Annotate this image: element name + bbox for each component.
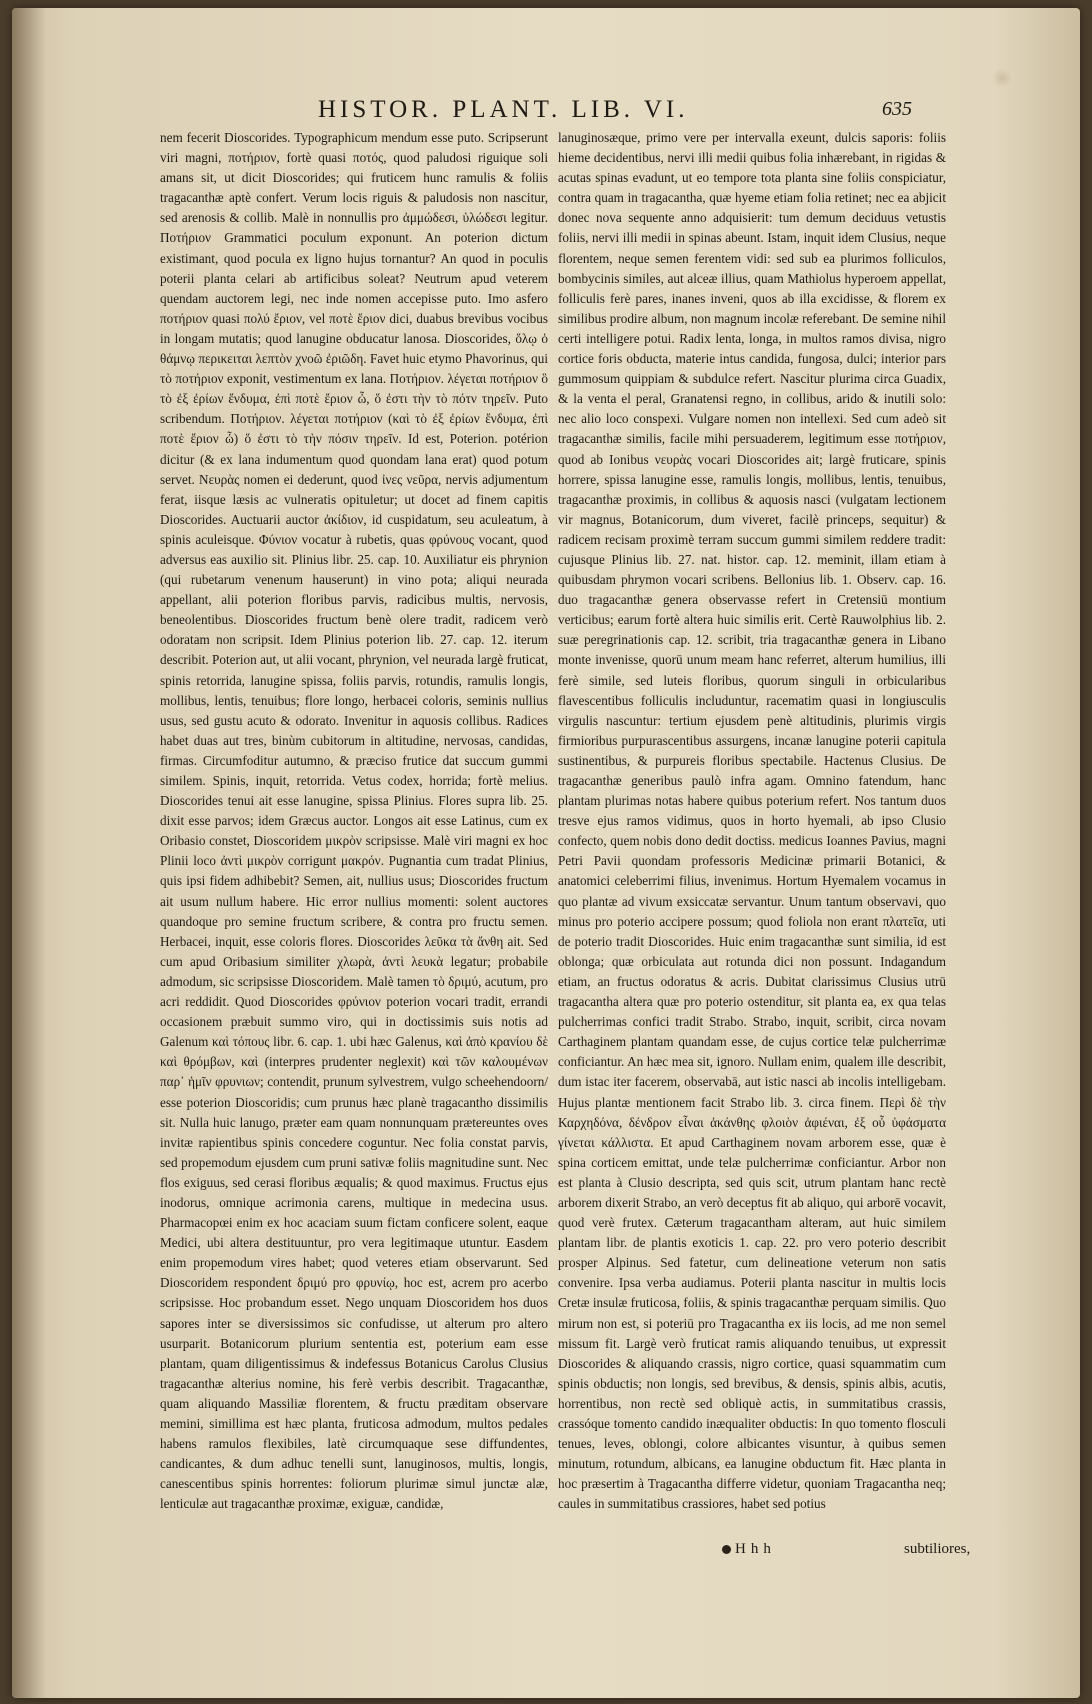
signature-text: Hhh [735,1541,776,1557]
page-number: 635 [882,98,912,120]
book-gutter [12,8,46,1698]
left-column-text: nem fecerit Dioscorides. Typographicum mendum esse puto. Scripserunt viri magni, ποτήριον, fortè quasi ποτός, quod paludosi riguique soli amans sit, ut dicit Dioscorides; qui fruticem hunc ramulis & foliis tragacanthæ aptè confert. Verum locis riguis & paludosis non nascitur, sed arenosis & collib. Malè in nonnullis pro ἀμμώδεσι, ὑλώδεσι legitur. Ποτήριον Grammatici poculum exponunt. An poterion dictum existimant, quod pocula ex ligno hujus tornantur? An quod in poculis poterii planta celari ab artificibus soleat? Neutrum apud veterem quendam auctorem legi, nec inde nomen accepisse puto. Imo asfero ποτήριον quasi πολύ ἔριον, vel ποτὲ ἔριον dici, duabus brevibus vocibus in longam mutatis; quod lanugine obducatur lanosa. Dioscorides, ὅλῳ ὁ θάμνῳ περικειται λεπτὸν χνοῶ ἐριῶδη. Favet huic etymo Phavorinus, qui τὸ ποτήριον exponit, vestimentum ex lana. Ποτήριον. λέγεται ποτήριον ὃ τὸ ἐξ ἐρίων ἔνδυμα, ἐπὶ ποτὲ ἔριον ὦ, ὅ ἐστι τὴν τὸ πότν τηρεῖν. Puto scribendum. Ποτήριον. λέγεται ποτήριον (καὶ τὸ ἐξ ἐρίων ἔνδυμα, ἐπὶ ποτὲ ἔριον ὦ) ὅ ἐστι τὸ τὴν πόσιν τηρεῖν. Id est, Poterion. potérion dicitur (& ex lana indumentum quod quondam lana erat) quod potum servet. Νευρὰς nomen ei dederunt, quod ἰνες νεῦρα, nervis adjumentum ferat, iisque læsis ac vulneratis opituletur; ut docet ad finem capitis Dioscorides. Auctuarii auctor ἀκίδιον, id cuspidatum, seu aculeatum, à spinis aculeisque. Φύνιον vocatur à rubetis, quas φρύνους vocant, quod adversus eas auxilio sit. Plinius libr. 25. cap. 10. Auxiliatur eis phrynion (qui rubetarum venenum hauserunt) in vino pota; aliqui neurada appellant, alii poterion floribus parvis, radicibus multis, nervosis, beneolentibus. Dioscorides fructum benè olere tradit, radicem verò odoratam non scripsit. Idem Plinius poterion lib. 27. cap. 12. iterum describit. Poterion aut, ut alii vocant, phrynion, vel neurada largè fruticat, spinis retorrida, lanugine spissa, foliis parvis, rotundis, ramulis longis, mollibus, lentis, tenuibus; flore longo, herbacei coloris, seminis nullius usus, sed gustu acuto & odorato. Invenitur in aquosis collibus. Radices habet duas aut tres, binùm cubitorum in altitudine, nervosas, candidas, firmas. Circumfoditur autumno, & præciso frutice dat succum gummi similem. Spinis, inquit, retorrida. Vetus codex, horrida; fortè melius. Dioscorides tenui ait esse lanugine, spissa Plinius. Flores supra lib. 25. dixit esse parvos; idem Græcus auctor. Longos ait esse Latinus, cum ex Oribasio constet, Dioscoridem μικρὸν scripsisse. Malè viri magni ex hoc Plinii loco ἀντὶ μικρὸν corrigunt μακρόν. Pugnantia cum tradat Plinius, quis ipsi fidem adhibebit? Semen, ait, nullius usus; Dioscorides fructum ait usum nullum habere. Hic error nullius momenti: solent auctores quandoque pro semine fructum scribere, & contra pro fructu semen. Herbacei, inquit, esse coloris flores. Dioscorides λεῦκα τὰ ἄνθη ait. Sed cum apud Oribasium similiter χλωρὰ, ἀντὶ λευκὰ legatur; probabile admodum, sic scripsisse Dioscoridem. Malè tamen τὸ δριμύ, acutum, pro acri reddidit. Quod Dioscorides φρύνιον poterion vocari tradit, errandi occasionem præbuit summo viro, qui in doctissimis suis notis ad Galenum καὶ τόπους libr. 6. cap. 1. ubi hæc Galenus, καὶ ἀπὸ κρανίου δὲ καὶ θρόμβων, καὶ (interpres prudenter neglexit) καὶ τῶν καλουμένων παρ᾽ ἡμῖν φρυνιων; contendit, prunum sylvestrem, vulgo scheehendoorn/ esse poterion Dioscoridis; cum prunus hæc planè tragacantho dissimilis sit. Nulla huic lanugo, præter eam quam nonnunquam prætereuntes oves invitæ rapientibus spinis concedere coguntur. Nec folia constat parvis, sed propemodum ejusdem cum pruni sativæ foliis magnitudine sunt. Nec flos exiguus, sed cerasi floribus æqualis; & quod maximus. Fructus ejus inodorus, omnique acrimonia carens, multique in medecina usus. Pharmacopœi enim ex hoc acaciam suum fictam conficere solent, eaque Medici, ubi altera destituuntur, pro vera legitimaque utuntur. Easdem enim propemodum vires habet; quod veteres etiam observarunt. Sed Dioscoridem respondent δριμύ pro φρυνίῳ, hoc est, acrem pro acerbo scripsisse. Hoc probandum esset. Nego unquam Dioscoridem hos duos sapores inter se diversissimos sic confudisse, ut alterum pro altero usurparit. Botanicorum plurium sententia est, poterium eam esse plantam, quam diligentissimus & indefessus Botanicus Carolus Clusius tragacanthæ alterius nomine, his ferè verbis describit. Tragacanthæ, quam aliquando Massiliæ florentem, & fructu præditam observare memini, simillima est hæc planta, fruticosa admodum, multos pedales habens ramulos flexibiles, latè circumquaque sese diffundentes, candicantes, & dum adhuc tenelli sunt, lanuginosos, multis, longis, canescentibus spinis horrentes: foliorum plurimæ simul junctæ alæ, lenticulæ aut tragacanthæ proximæ, exiguæ, candidæ, [160,130,548,1512]
page-stain [992,68,1012,88]
signature-mark [722,1541,776,1558]
catchword: subtiliores, [904,1541,971,1557]
running-title: HISTOR. PLANT. LIB. VI. [318,96,689,123]
right-column [558,128,946,1514]
left-column [160,128,548,1514]
page-footer [12,1541,1080,1569]
page-header [12,96,1080,130]
book-page [12,8,1080,1698]
right-column-text: lanuginosæque, primo vere per intervalla exeunt, dulcis saporis: foliis hieme decidentibus, nervi illi medii quibus folia inhærebant, in rigidas & acutas spinas evadunt, ut eo tempore tota planta sine foliis conspiciatur, contra quam in tragacantha, quæ hyeme etiam folia retinet; nec ea abjicit donec nova sequente anno adquisierit: tum demum deciduus vetustis foliis, nervi illi medii in spinas abeunt. Istam, inquit idem Clusius, neque florentem, neque semen ferentem vidi: sed sub ea plurimos folliculos, bombycinis similes, aut alceæ illius, quam Mathiolus hyperoem appellat, folliculis ferè pares, inanes inveni, quos ab illa excidisse, & florem ex similibus prodire album, non magnum incolæ referebant. De semine nihil certi intelligere potui. Radix lenta, longa, in multos ramos divisa, nigro cortice foris obducta, materie intus candida, fungosa, dulci; interior pars gummosum quippiam & subdulce refert. Nascitur plurima circa Guadix, & la venta el peral, Granatensi regno, in collibus, arido & inutili solo: nec alio loco conspexi. Vulgare nomen non intellexi. Sed cum adeò sit tragacanthæ similis, facile mihi persuaderem, legitimum esse ποτήριον, quod ab Ionibus νευρὰς vocari Dioscorides ait; largè fruticare, spinis horrere, spissa lanugine esse, ramulis longis, mollibus, lentis, tenuibus, tragacanthæ proximis, in collibus & aquosis nasci (vulgatam lectionem vir magnus, Botanicorum, dum viveret, facilè princeps, sequitur) & radicem recisam proximè terram succum gummi similem reddere tradit: cujusque Plinius lib. 27. nat. histor. cap. 12. meminit, illam etiam à quibusdam phrymon vocari scribens. Bellonius lib. 1. Observ. cap. 16. duo tragacanthæ genera observasse refert in Cretensiū montium verticibus; earum fortè altera huic similis erit. Certè Rauwolphius lib. 2. suæ peregrinationis cap. 12. scribit, tria tragacanthæ genera in Libano monte invenisse, quorū unum meam hanc referret, alterum humilius, illi ferè simile, sed luteis floribus, quorum singuli in orbicularibus flavescentibus folliculis includuntur, racematim quasi in longiusculis virgulis nascuntur: tertium ejusdem penè altitudinis, plurimis virgis firmioribus purpurascentibus assurgens, incanæ lanugine poterii capitula sustinentibus, & purpureis floribus spectabile. Hactenus Clusius. De tragacanthæ generibus paulò infra agam. Omnino fatendum, hanc plantam plurimas notas habere quibus poterium refert. Nos tantum duos tresve ejus ramos vidimus, quos in horto hyemali, ab ipso Clusio confecto, quem nobis dono dedit doctiss. medicus Ioannes Pavius, magni Petri Pavii quondam professoris Medicinæ primarii Botanici, & anatomici celeberrimi filius, invenimus. Hortum Hyemalem vocamus in quo plantæ ad vivum exsiccatæ servantur. Unum tantum observavi, quo minus pro poterio accipere possum; quod foliola non erant πλατεῖα, uti de poterio tradit Dioscorides. Huic enim tragacanthæ sunt similia, id est oblonga; quæ orbiculata aut rotunda dici non possunt. Indagandum etiam, an fructus odoratus & acris. Dubitat clarissimus Clusius utrū tragacantha altera quæ pro poterio ostenditur, sit planta ea, ex qua telas pulcherrimas confici tradit Strabo. Strabo, inquit, scribit, circa novam Carthaginem plantam quandam esse, de cujus cortice telæ pulcherrimæ conficiantur. An hæc mea sit, ignoro. Nullam enim, qualem ille describit, dum istac iter facerem, observabā, aut istic nasci ab incolis intelligebam. Hujus plantæ mentionem facit Strabo lib. 3. circa finem. Περὶ δὲ τὴν Καρχηδόνα, δένδρον εἶναι ἀκάνθης φλοιὸν ἀφιέναι, ἐξ οὗ ὑφάσματα γίνεται κάλλιστα. Et apud Carthaginem novam arborem esse, quæ è spina corticem emittat, unde telæ pulcherrimæ conficiantur. Arbor non est planta à Clusio descripta, sed quis scit, utrum plantam hanc rectè arborem dixerit Strabo, an verò deceptus fit ab aliquo, qui arborē vocavit, quod verè frutex. Cæterum tragacantham alteram, aut huic similem plantam libr. de plantis exoticis 1. cap. 22. pro vero poterio describit prosper Alpinus. Sed fatetur, cum delineatione veterum non satis convenire. Ipsa verba audiamus. Poterii planta nascitur in multis locis Cretæ insulæ fruticosa, foliis, & spinis tragacanthæ perquam similis. Quo mirum non est, si poteriū pro Tragacantha ex iis locis, ad me non semel missum fit. Largè verò fruticat ramis aliquando tenuibus, ut expressit Dioscorides & aliquando crassis, nigro cortice, quasi squammatim cum spinis obductis; non longis, sed brevibus, & densis, spinis albis, acutis, horrentibus, non rectè sed obliquè actis, in summitatibus crassis, crassóque tomento candido inæqualiter obductis: In quo tomento flosculi tenues, leves, oblongi, colore albicantes visuntur, à quibus semen minutum, rotundum, albicans, ea lanugine obductum fit. Hæc planta in hoc præsertim à Tragacantha differre videtur, quoniam Tragacantha neq; caules in summitatibus crassiores, habet sed potius [558,130,946,1512]
ink-dot-icon [722,1545,731,1554]
